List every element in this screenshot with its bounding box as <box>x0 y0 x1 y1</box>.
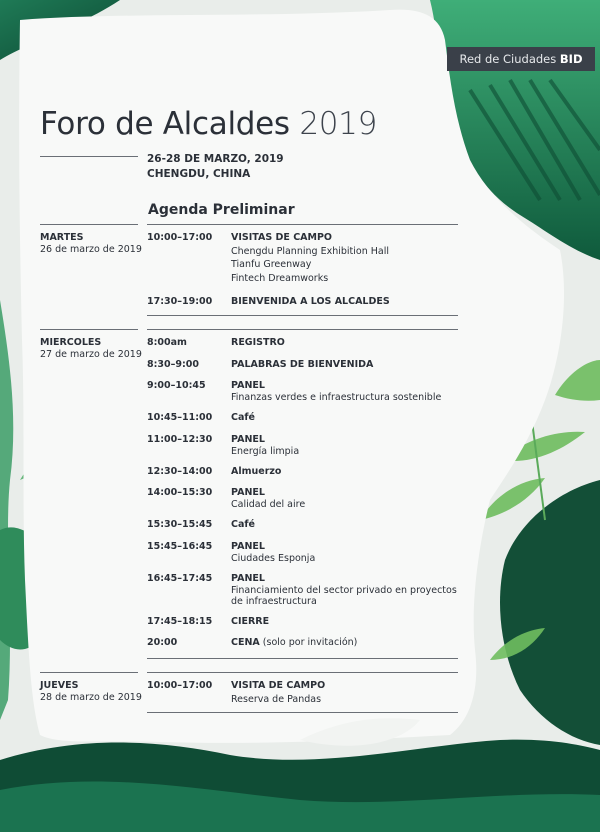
session-title: REGISTRO <box>231 337 285 348</box>
session-time: 8:30–9:00 <box>147 359 200 370</box>
day-date: 27 de marzo de 2019 <box>40 349 142 360</box>
session-time: 10:00–17:00 <box>147 680 213 691</box>
session-item <box>231 434 299 457</box>
session-item <box>231 541 315 564</box>
session-time: 17:30–19:00 <box>147 296 213 307</box>
session-item <box>231 616 269 628</box>
session-detail: Financiamiento del sector privado en proyectos <box>231 584 457 596</box>
session-title: CENA <box>231 637 260 648</box>
session-title: VISITAS DE CAMPO <box>231 232 333 243</box>
session-item <box>231 573 457 608</box>
session-title: Almuerzo <box>231 466 282 477</box>
session-item <box>231 380 441 403</box>
session-time: 15:30–15:45 <box>147 519 213 530</box>
divider <box>40 329 138 330</box>
session-time: 10:00–17:00 <box>147 232 213 243</box>
session-detail: de infraestructura <box>231 596 317 607</box>
page-title <box>40 106 377 142</box>
title-year: 2019 <box>299 106 378 142</box>
session-time: 20:00 <box>147 637 178 648</box>
day-name: MARTES <box>40 232 84 243</box>
divider <box>147 224 458 225</box>
session-time: 14:00–15:30 <box>147 487 213 498</box>
session-title: Café <box>231 519 255 530</box>
day-name: MIERCOLES <box>40 337 102 348</box>
event-location: CHENGDU, CHINA <box>147 168 251 180</box>
session-item <box>231 359 373 371</box>
session-detail: Energía limpia <box>231 445 300 457</box>
session-item <box>231 487 305 510</box>
day-name: JUEVES <box>40 680 79 691</box>
session-title: Café <box>231 412 255 423</box>
session-title: PANEL <box>231 541 265 552</box>
title-main: Foro de Alcaldes <box>40 106 300 142</box>
session-title: PANEL <box>231 434 265 445</box>
divider <box>147 712 458 713</box>
session-time: 9:00–10:45 <box>147 380 206 391</box>
session-item <box>231 337 285 349</box>
session-item <box>231 466 281 478</box>
session-time: 10:45–11:00 <box>147 412 213 423</box>
session-time: 16:45–17:45 <box>147 573 213 584</box>
divider <box>147 329 458 330</box>
session-detail: Finanzas verdes e infraestructura sostenible <box>231 391 442 403</box>
event-info <box>147 152 284 182</box>
session-note: (solo por invitación) <box>262 637 358 648</box>
day-date: 26 de marzo de 2019 <box>40 244 142 255</box>
session-title: PALABRAS DE BIENVENIDA <box>231 359 374 370</box>
event-dates: 26-28 DE MARZO, 2019 <box>147 153 284 165</box>
day-jueves <box>40 680 142 704</box>
divider <box>147 315 458 316</box>
divider <box>147 658 458 659</box>
session-item <box>231 296 390 308</box>
network-badge <box>447 47 595 71</box>
day-martes <box>40 232 142 256</box>
session-detail: Fintech Dreamworks <box>231 272 329 284</box>
session-time: 15:45–16:45 <box>147 541 213 552</box>
divider <box>40 672 138 673</box>
divider <box>40 224 138 225</box>
session-title: PANEL <box>231 380 265 391</box>
session-title: PANEL <box>231 487 265 498</box>
session-item <box>231 519 255 531</box>
session-detail: Tianfu Greenway <box>231 259 312 270</box>
session-title: CIERRE <box>231 616 270 627</box>
session-title: VISITA DE CAMPO <box>231 680 326 691</box>
session-detail: Ciudades Esponja <box>231 552 316 564</box>
agenda-title: Agenda Preliminar <box>148 202 295 218</box>
divider <box>147 672 458 673</box>
badge-brand: BID <box>559 52 583 66</box>
session-detail: Calidad del aire <box>231 498 306 510</box>
session-title: PANEL <box>231 573 265 584</box>
day-date: 28 de marzo de 2019 <box>40 692 142 703</box>
session-item <box>231 637 357 649</box>
session-item <box>231 680 325 705</box>
session-time: 11:00–12:30 <box>147 434 213 445</box>
session-title: BIENVENIDA A LOS ALCALDES <box>231 296 390 307</box>
session-detail: Reserva de Pandas <box>231 693 322 705</box>
session-item <box>231 412 255 424</box>
session-time: 17:45–18:15 <box>147 616 213 627</box>
title-rule <box>40 156 138 157</box>
session-item <box>231 232 389 284</box>
session-time: 8:00am <box>147 337 187 348</box>
badge-prefix: Red de Ciudades <box>459 52 560 66</box>
day-miercoles <box>40 337 142 361</box>
session-time: 12:30–14:00 <box>147 466 213 477</box>
session-detail: Chengdu Planning Exhibition Hall <box>231 245 389 257</box>
